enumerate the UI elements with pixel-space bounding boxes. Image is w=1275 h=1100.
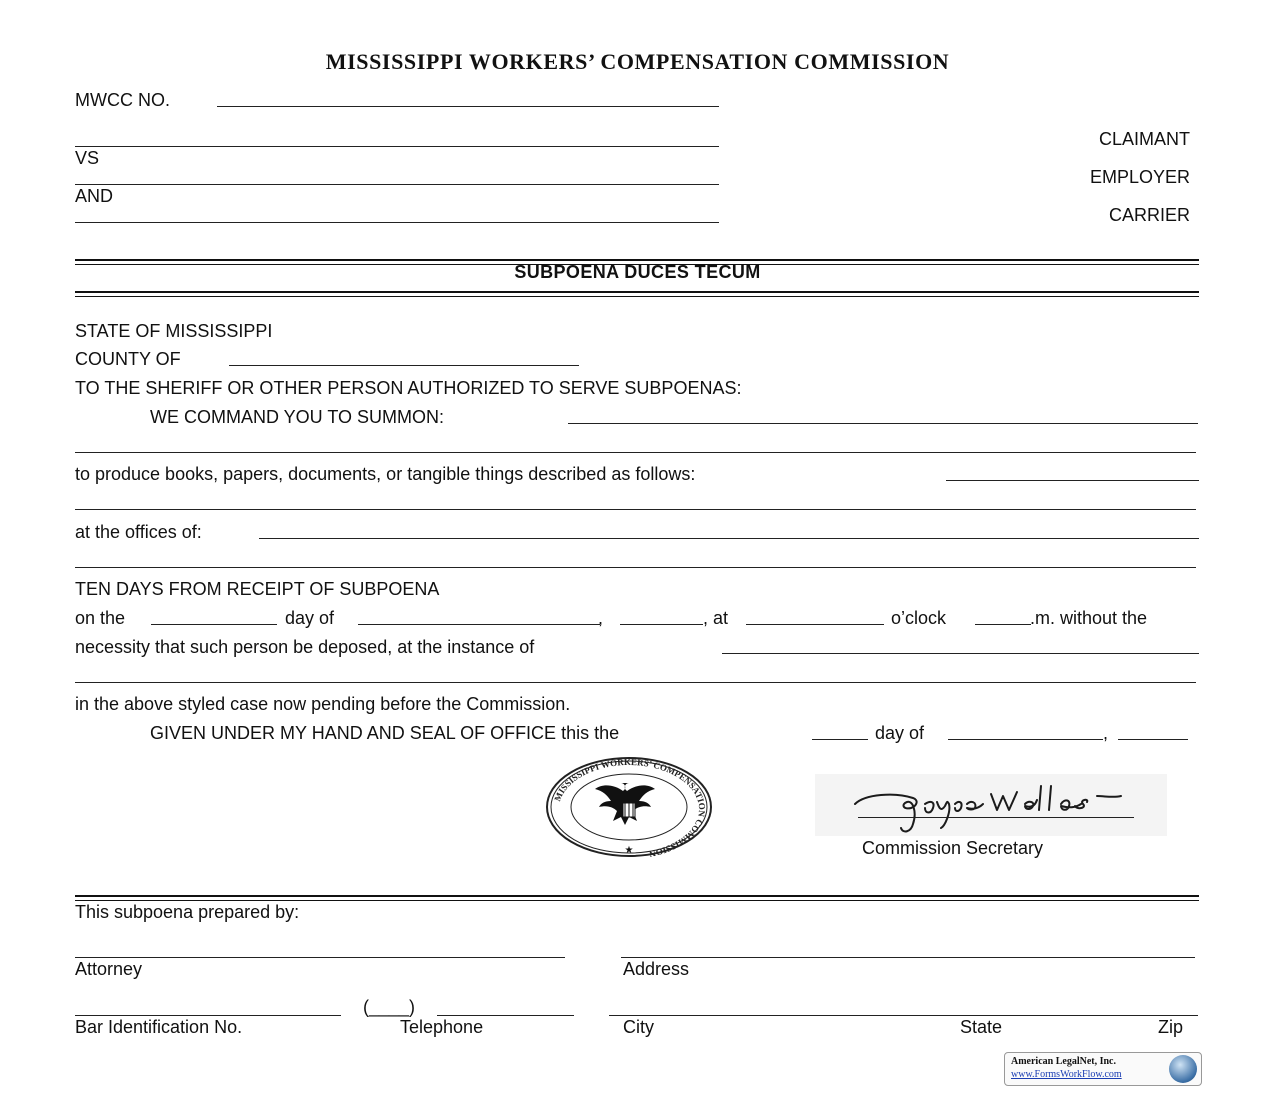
produce-field[interactable] [946, 480, 1199, 481]
given-text: GIVEN UNDER MY HAND AND SEAL OF OFFICE this the [150, 723, 620, 743]
star-icon: ★ [624, 845, 634, 856]
secretary-label: Commission Secretary [862, 838, 1044, 858]
form-heading: SUBPOENA DUCES TECUM [514, 262, 761, 282]
to-sheriff-text: TO THE SHERIFF OR OTHER PERSON AUTHORIZED TO SERVE SUBPOENAS: [75, 378, 742, 398]
day-of-label: day of [285, 608, 335, 628]
signature-area [815, 774, 1167, 836]
bar-id-label: Bar Identification No. [75, 1017, 243, 1037]
seal-ring-text: MISSISSIPPI WORKERS’ COMPENSATION COMMISSION [552, 757, 708, 859]
given-year-field[interactable] [1118, 739, 1188, 740]
telephone-label: Telephone [400, 1017, 484, 1037]
employer-label: EMPLOYER [1089, 167, 1190, 187]
necessity-label: necessity that such person be deposed, at the instance of [75, 637, 535, 657]
employer-field[interactable] [75, 184, 719, 185]
at-label: , at [703, 608, 729, 628]
address-label: Address [623, 959, 690, 979]
given-comma-label: , [1103, 723, 1109, 743]
address-field[interactable] [621, 957, 1195, 958]
given-day-field[interactable] [812, 739, 868, 740]
zip-label: Zip [1158, 1017, 1184, 1037]
attorney-field[interactable] [75, 957, 565, 958]
state-label: STATE OF MISSISSIPPI [75, 321, 273, 341]
ten-days-text: TEN DAYS FROM RECEIPT OF SUBPOENA [75, 579, 440, 599]
summon-field[interactable] [568, 423, 1198, 424]
and-label: AND [75, 186, 114, 206]
on-the-label: on the [75, 608, 126, 628]
comma-label: , [598, 608, 604, 628]
claimant-label: CLAIMANT [1098, 129, 1190, 149]
county-label: COUNTY OF [75, 349, 181, 369]
year-field[interactable] [620, 624, 703, 625]
mwcc-label: MWCC NO. [75, 90, 170, 110]
signature-line [858, 817, 1134, 818]
offices-field[interactable] [259, 538, 1199, 539]
city-label: City [623, 1017, 654, 1037]
state-label-bottom: State [960, 1017, 1003, 1037]
logo-company: American LegalNet, Inc. [1011, 1056, 1116, 1067]
oclock-label: o’clock [891, 608, 947, 628]
claimant-field[interactable] [75, 146, 719, 147]
without-label: .m. without the [1030, 608, 1148, 628]
summon-field-line-2[interactable] [75, 452, 1196, 453]
prepared-label: This subpoena prepared by: [75, 902, 300, 922]
day-number-field[interactable] [151, 624, 277, 625]
logo-url[interactable]: www.FormsWorkFlow.com [1011, 1069, 1122, 1080]
offices-label: at the offices of: [75, 522, 202, 542]
command-label: WE COMMAND YOU TO SUMMON: [150, 407, 445, 427]
heading-rule-bottom [75, 291, 1199, 297]
instance-field-line-2[interactable] [75, 682, 1196, 683]
produce-field-line-2[interactable] [75, 509, 1196, 510]
document-title: MISSISSIPPI WORKERS’ COMPENSATION COMMISSION [325, 49, 950, 74]
am-pm-field[interactable] [975, 624, 1031, 625]
signature-icon [815, 774, 1167, 836]
given-day-of-label: day of [875, 723, 925, 743]
instance-field[interactable] [722, 653, 1199, 654]
attorney-label: Attorney [75, 959, 143, 979]
month-field[interactable] [358, 624, 600, 625]
mwcc-number-field[interactable] [217, 106, 719, 107]
time-field[interactable] [746, 624, 884, 625]
globe-icon [1169, 1055, 1197, 1083]
commission-seal [545, 757, 713, 859]
carrier-label: CARRIER [1108, 205, 1190, 225]
produce-label: to produce books, papers, documents, or tangible things described as follows: [75, 464, 696, 484]
city-state-zip-field[interactable] [609, 1015, 1198, 1016]
carrier-field[interactable] [75, 222, 719, 223]
offices-field-line-2[interactable] [75, 567, 1196, 568]
pending-text: in the above styled case now pending before the Commission. [75, 694, 571, 714]
vs-label: VS [75, 148, 100, 168]
forms-workflow-logo[interactable] [1004, 1052, 1202, 1086]
county-field[interactable] [229, 365, 579, 366]
area-code-field[interactable]: (____) [363, 997, 416, 1017]
given-month-field[interactable] [948, 739, 1103, 740]
